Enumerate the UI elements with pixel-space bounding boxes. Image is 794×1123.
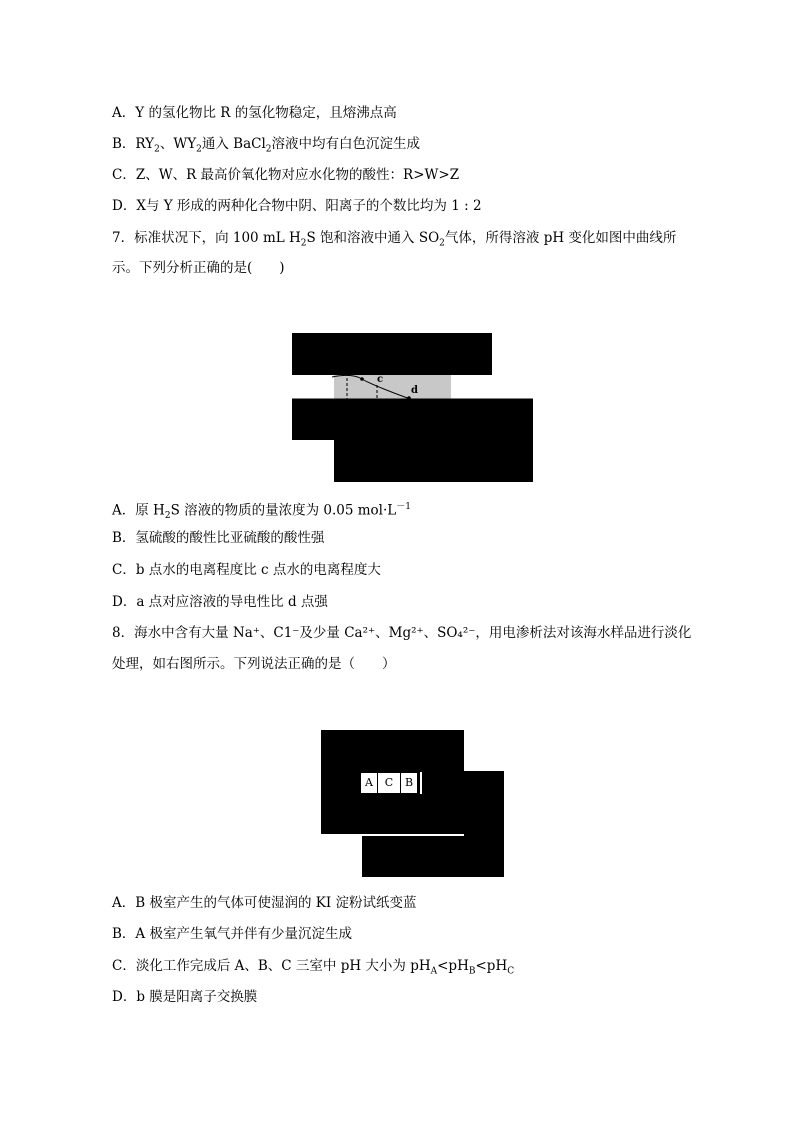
q8-option-c: C．淡化工作完成后 A、B、C 三室中 pH 大小为 $pH_A<pH_B<pH_C$ [112, 958, 515, 977]
q6-option-a: A．Y 的氢化物比 R 的氢化物稳定，且熔沸点高 [112, 105, 397, 121]
q7-point-d [407, 396, 411, 400]
q6-option-c: C．Z、W、R 最高价氧化物对应水化物的酸性：R>W>Z [112, 167, 460, 183]
q8-stem-line1: 8．海水中含有大量 Na⁺、C1⁻及少量 Ca²⁺、Mg²⁺、SO₄²⁻，用电渗析法对该海水样品进行淡化 [112, 625, 692, 641]
q8-chamber-b: B [400, 772, 418, 794]
q8-option-b: B．A 极室产生氧气并伴有少量沉淀生成 [112, 926, 352, 942]
q8-figure-edge [321, 834, 464, 836]
q7-label-c: c [377, 374, 384, 385]
q7-stem-line1: 7．标准状况下，向 100 mL $H_2S$ 饱和溶液中通入 $SO_2$气体，所得溶液 pH 变化如图中曲线所 [112, 230, 677, 249]
q8-option-d: D．b 膜是阳离子交换膜 [112, 989, 258, 1005]
q7-stem-line2: 示。下列分析正确的是( ) [112, 260, 285, 276]
q8-chamber-a: A [360, 772, 378, 794]
q7-label-d: d [411, 385, 418, 396]
q7-option-b: B．氢硫酸的酸性比亚硫酸的酸性强 [112, 530, 325, 546]
q7-point-c [360, 377, 364, 381]
q8-option-a: A．B 极室产生的气体可使湿润的 KI 淀粉试纸变蓝 [112, 895, 417, 911]
q7-option-c: C．b 点水的电离程度比 c 点水的电离程度大 [112, 562, 381, 578]
q7-option-d: D．a 点对应溶液的导电性比 d 点强 [112, 594, 328, 610]
q6-option-d: D．X与 Y 形成的两种化合物中阴、阳离子的个数比均为 1 : 2 [112, 198, 482, 214]
q8-stem-line2: 处理，如右图所示。下列说法正确的是（ ） [112, 656, 396, 672]
q8-electrode [420, 772, 422, 794]
q6-option-b: B．$RY_2$、$WY_2$通入 BaCl$_2$溶液中均有白色沉淀生成 [112, 136, 421, 155]
q7-option-a: A．原 $H_2S$ 溶液的物质的量浓度为 0.05 $mol\cdot L^{-1}$ [112, 502, 411, 522]
q8-chamber-c: C [377, 772, 401, 794]
